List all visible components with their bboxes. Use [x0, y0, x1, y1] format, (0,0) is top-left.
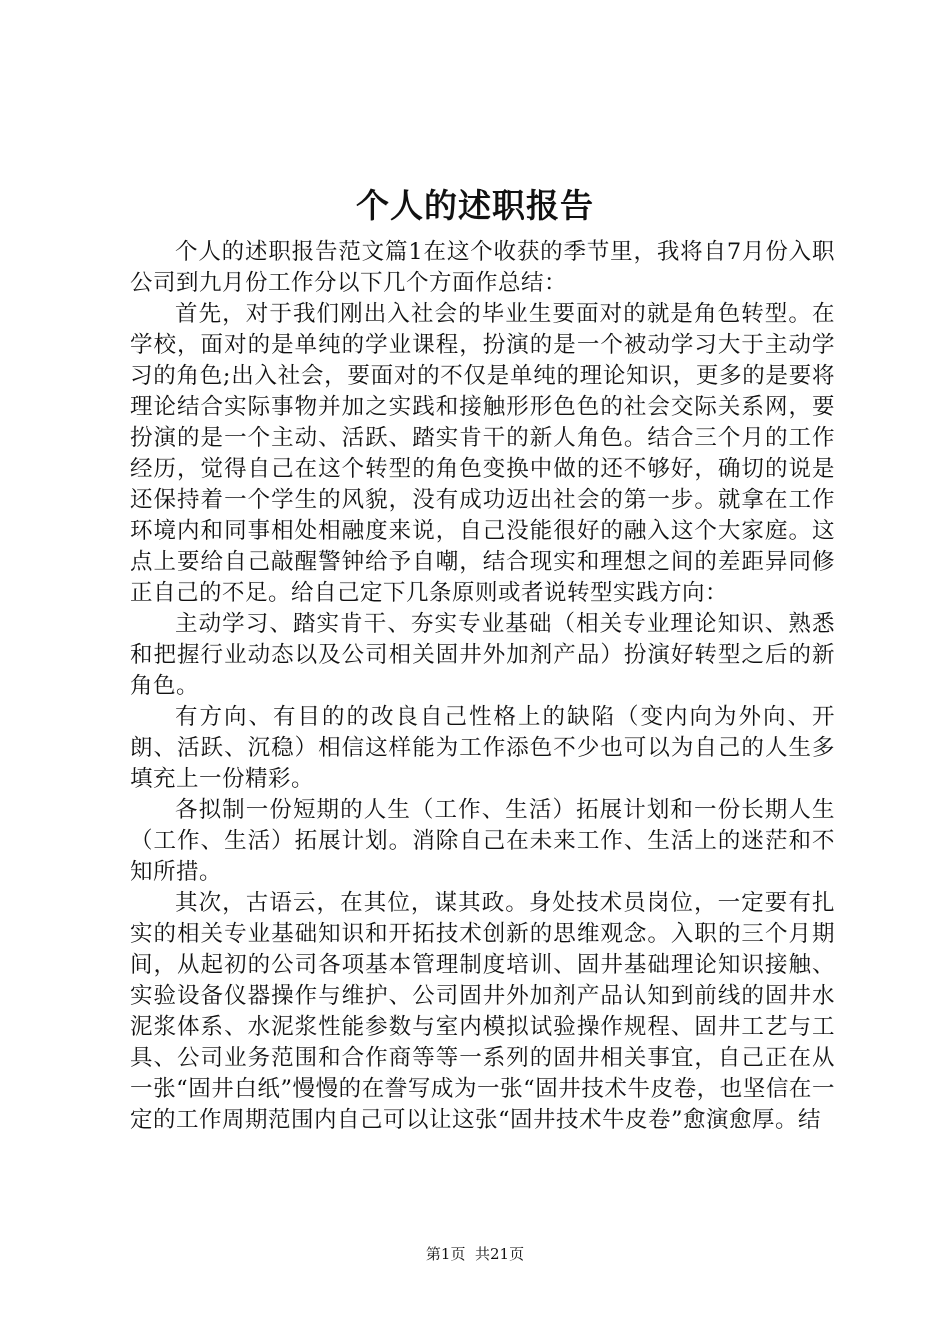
paragraph-technical-position: 其次，古语云，在其位，谋其政。身处技术员岗位，一定要有扎实的相关专业基础知识和开拓技术创新的思维观念。入职的三个月期间，从起初的公司各项基本管理制度培训、固井基础理论知识接触、实验设备仪器操作与维护、公司固井外加剂产品认知到前线的固井水泥浆体系、水泥浆性能参数与室内模拟试验操作规程、固井工艺与工具、公司业务范围和合作商等等一系列的固井相关事宜，自己正在从一张“固井白纸”慢慢的在誊写成为一张“固井技术牛皮卷，也坚信在一定的工作周期范围内自己可以让这张“固井技术牛皮卷”愈演愈厚。结 — [130, 890, 835, 1133]
document-body — [130, 237, 835, 1136]
page-number: 第1页 — [425, 1245, 466, 1263]
page-footer — [0, 1243, 950, 1265]
page-total: 共21页 — [475, 1245, 525, 1263]
document-title: 个人的述职报告 — [356, 186, 594, 225]
paragraph-principle-personality: 有方向、有目的的改良自己性格上的缺陷（变内向为外向、开朗、活跃、沉稳）相信这样能为工作添色不少也可以为自己的人生多填充上一份精彩。 — [130, 704, 835, 792]
paragraph-intro: 个人的述职报告范文篇1在这个收获的季节里，我将自7月份入职公司到九月份工作分以下几个方面作总结： — [130, 239, 835, 296]
paragraph-principle-learning: 主动学习、踏实肯干、夯实专业基础（相关专业理论知识、熟悉和把握行业动态以及公司相关固井外加剂产品）扮演好转型之后的新角色。 — [130, 611, 835, 699]
paragraph-role-transition: 首先，对于我们刚出入社会的毕业生要面对的就是角色转型。在学校，面对的是单纯的学业课程，扮演的是一个被动学习大于主动学习的角色;出入社会，要面对的不仅是单纯的理论知识，更多的是要将理论结合实际事物并加之实践和接触形形色色的社会交际关系网，要扮演的是一个主动、活跃、踏实肯干的新人角色。结合三个月的工作经历，觉得自己在这个转型的角色变换中做的还不够好，确切的说是还保持着一个学生的风貌，没有成功迈出社会的第一步。就拿在工作环境内和同事相处相融度来说，自己没能很好的融入这个大家庭。这点上要给自己敲醒警钟给予自嘲，结合现实和理想之间的差距异同修正自己的不足。给自己定下几条原则或者说转型实践方向： — [130, 301, 835, 606]
paragraph-principle-planning: 各拟制一份短期的人生（工作、生活）拓展计划和一份长期人生（工作、生活）拓展计划。消除自己在未来工作、生活上的迷茫和不知所措。 — [130, 797, 835, 885]
